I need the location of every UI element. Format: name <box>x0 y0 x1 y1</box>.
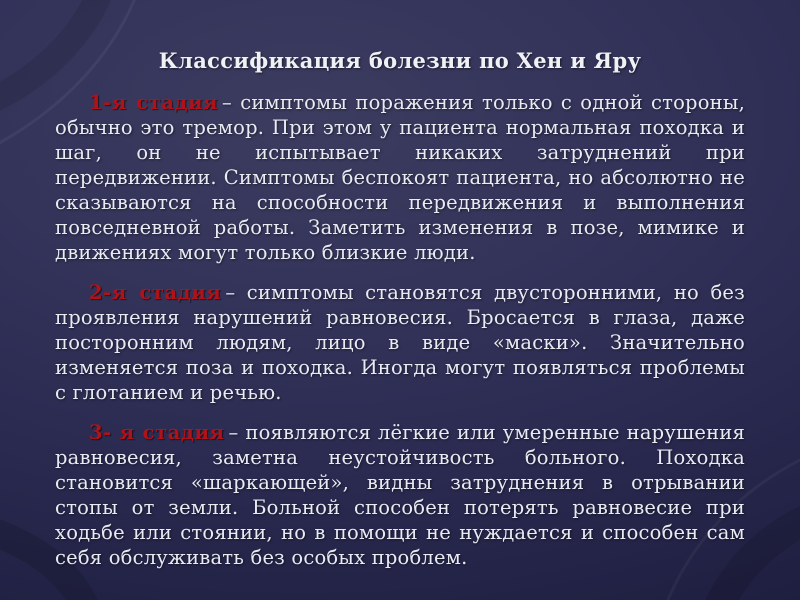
stage-2-paragraph <box>55 280 745 405</box>
stage-2-label: 2-я стадия <box>89 281 222 304</box>
stage-1-text: – симптомы поражения только с одной стороны, обычно это тремор. При этом у пациента нормальная походка и шаг, он не испытывает никаких затруднений при передвижении. Симптомы беспокоят пациента, но абсолютно не сказываются на способности передвижения и выполнения повседневной работы. Заметить изменения в позе, мимике и движениях могут только близкие люди. <box>55 91 745 264</box>
slide-title: Классификация болезни по Хен и Яру <box>158 48 642 73</box>
stage-1-paragraph <box>55 90 745 265</box>
stage-3-text: – появляются лёгкие или умеренные нарушения равновесия, заметна неустойчивость больного. Походка становится «шаркающей», видны затруднения в отрывании стопы от земли. Больной способен потерять равновесие при ходьбе или стоянии, но в помощи не нуждается и способен сам себя обслуживать без особых проблем. <box>55 421 745 569</box>
stage-2-text: – симптомы становятся двусторонними, но без проявления нарушений равновесия. Бросается в глаза, даже посторонним людям, лицо в виде «маски». Значительно изменяется поза и походка. Иногда могут появляться проблемы с глотанием и речью. <box>55 281 745 404</box>
stage-3-paragraph <box>55 420 745 570</box>
stage-1-label: 1-я стадия <box>89 91 219 114</box>
slide-body <box>55 90 745 585</box>
stage-3-label: 3- я стадия <box>89 421 225 444</box>
